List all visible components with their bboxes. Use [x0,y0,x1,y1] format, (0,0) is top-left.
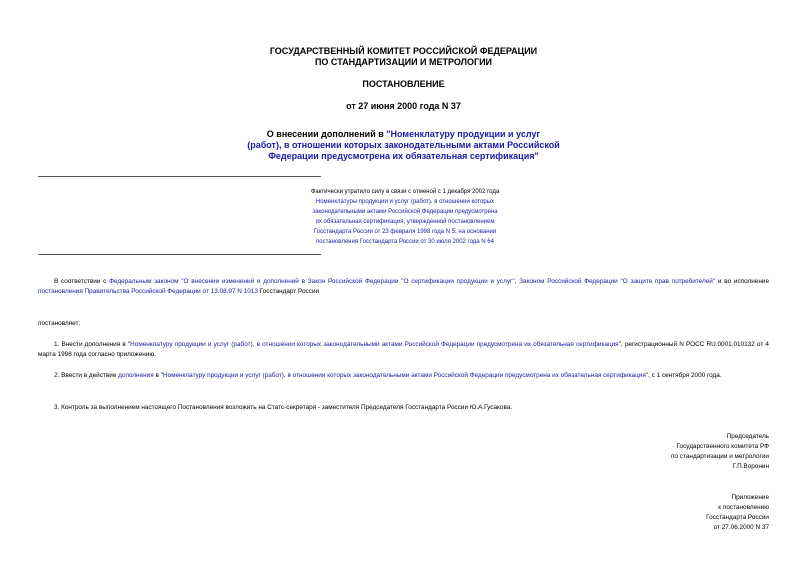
divider-bottom [38,254,321,255]
title-link-part1[interactable]: "Номенклатуру продукции и услуг [386,129,541,139]
status-note-link-line2[interactable]: Номенклатуры продукции и услуг (работ), в отношении которых [315,199,495,205]
preamble-paragraph [38,277,769,297]
appendix-title: Приложение [731,494,769,501]
document-type: ПОСТАНОВЛЕНИЕ [362,79,445,89]
item-2-nomenclature-link[interactable]: Номенклатуру продукции и услуг (работ), в отношении которых законодательными актами Российской Федерации предусмотрена их обязательная сертификация [162,372,646,379]
item-1-text-a: 1. Внести дополнения в " [54,341,131,348]
appendix-block [529,493,769,533]
divider-top [38,176,321,177]
item-1-nomenclature-link[interactable]: Номенклатуру продукции и услуг (работ), в отношении которых законодательными актами Российской Федерации предусмотрена их обязательная сертификация [130,341,619,348]
item-2 [38,371,769,381]
item-2-text-a: 2. Ввести в действие [54,372,119,379]
appendix-line4: от 27.06.2000 N 37 [713,524,769,531]
status-note-link-line3[interactable]: законодательными актами Российской Федерации предусмотрена [312,209,498,215]
title-prefix: О внесении дополнений в [266,129,387,139]
preamble-text-1: В соответствии с [54,278,110,285]
committee-name-line2: ПО СТАНДАРТИЗАЦИИ И МЕТРОЛОГИИ [314,57,493,67]
preamble-text-3: и во исполнение [715,278,769,285]
appendix-line3: Госстандарта России [706,514,769,521]
federal-law-link[interactable]: Федеральным законом "О внесении изменений и дополнений в Закон Российской Федерации "О сертификации продукции и услуг" [109,278,515,285]
title-line1 [0,129,807,140]
consumer-protection-law-link[interactable]: Законом Российской Федерации "О защите прав потребителей" [519,278,716,285]
title-link-part2[interactable]: (работ), в отношении которых законодательными актами Российской [247,140,560,150]
resolves-label: постановляет: [38,320,81,327]
status-note [260,187,550,247]
status-note-link-line6[interactable]: постановления Госстандарта России от 30 июля 2002 года N 64 [316,239,494,245]
preamble-text-2: , [514,278,520,285]
signature-block [529,432,769,472]
item-2-text-c: ", с 1 сентября 2000 года. [645,372,722,379]
item-1-text-b: ", регистрационный N РОСС RU.0001.010132 от 4 марта 1998 года согласно приложению. [38,341,769,358]
signature-org-line1: Государственного комитета РФ [676,443,769,450]
signature-org-line2: по стандартизации и метрологии [671,453,769,460]
government-decree-link[interactable]: постановления Правительства Российской Федерации от 13.08.97 N 1013 [38,288,258,295]
status-note-line1: Фактически утратило силу в связи с отменой с 1 декабря 2002 года [310,189,500,195]
appendix-line2: к постановлению [718,504,769,511]
signature-name: Г.П.Воронин [732,463,769,470]
document-date-number: от 27 июня 2000 года N 37 [346,101,461,111]
preamble-text-4: Госстандарт России [257,288,320,295]
item-3: 3. Контроль за выполнением настоящего Постановления возложить на Статс-секретаря - заместителя Председателя Госстандарта России Ю.А.Гусакова. [54,404,513,411]
item-2-text-b: в " [153,372,163,379]
committee-name-line1: ГОСУДАРСТВЕННЫЙ КОМИТЕТ РОССИЙСКОЙ ФЕДЕРАЦИИ [269,46,538,56]
item-2-additions-link[interactable]: дополнения [118,372,154,379]
signature-title: Председатель [726,433,769,440]
status-note-link-line5[interactable]: Госстандарта России от 23 февраля 1998 года N 5, на основании [313,229,497,235]
item-1 [38,340,769,360]
title-link-part3[interactable]: Федерации предусмотрена их обязательная сертификация" [268,151,539,161]
status-note-link-line4[interactable]: их обязательная сертификация, утвержденной постановлением [315,219,495,225]
